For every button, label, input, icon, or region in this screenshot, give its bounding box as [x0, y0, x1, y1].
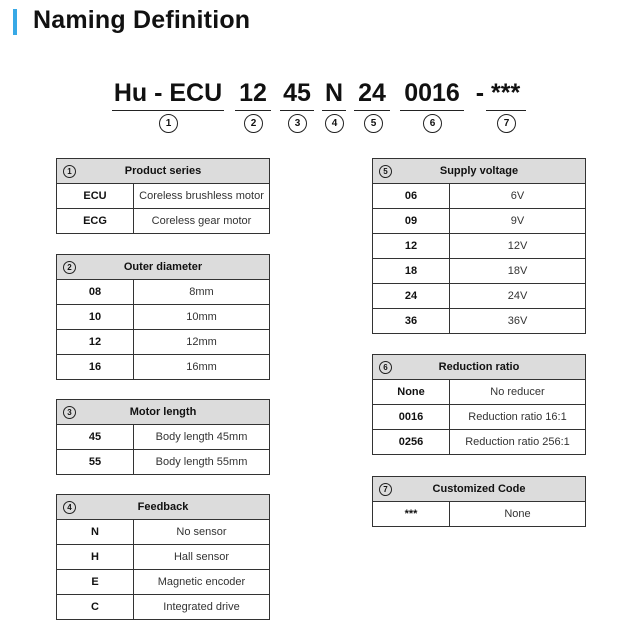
reduction-ratio-table: [372, 354, 586, 455]
description-cell: 12V: [450, 234, 586, 259]
table-row: [373, 380, 586, 405]
index-badge: 6: [379, 361, 392, 374]
code-cell: ***: [373, 502, 450, 527]
description-cell: 36V: [450, 309, 586, 334]
code-cell: 10: [57, 305, 134, 330]
product-series-table: [56, 158, 270, 234]
table-row: [57, 355, 270, 380]
description-cell: 8mm: [134, 280, 270, 305]
code-index-7: 7: [497, 114, 516, 133]
code-index-4: 4: [325, 114, 344, 133]
code-cell: H: [57, 545, 134, 570]
code-cell: N: [57, 520, 134, 545]
description-cell: 16mm: [134, 355, 270, 380]
description-cell: No reducer: [450, 380, 586, 405]
description-cell: Body length 45mm: [134, 425, 270, 450]
description-cell: 12mm: [134, 330, 270, 355]
code-underline: [112, 110, 224, 111]
table-header: Reduction ratio: [438, 361, 520, 373]
table-row: [57, 305, 270, 330]
code-cell: 12: [57, 330, 134, 355]
code-cell: 18: [373, 259, 450, 284]
table-row: [373, 234, 586, 259]
table-row: [373, 284, 586, 309]
code-cell: 06: [373, 184, 450, 209]
description-cell: 10mm: [134, 305, 270, 330]
code-part-custom: - ***: [475, 79, 521, 107]
code-part-feedback: N: [324, 79, 344, 107]
description-cell: 6V: [450, 184, 586, 209]
index-badge: 4: [63, 501, 76, 514]
code-cell: None: [373, 380, 450, 405]
table-row: [373, 184, 586, 209]
description-cell: Coreless brushless motor: [134, 184, 270, 209]
description-cell: None: [450, 502, 586, 527]
table-row: [373, 209, 586, 234]
code-underline: [354, 110, 390, 111]
code-index-1: 1: [159, 114, 178, 133]
customized-code-table: [372, 476, 586, 527]
description-cell: 18V: [450, 259, 586, 284]
table-header: Customized Code: [432, 483, 526, 495]
code-part-series: Hu - ECU: [113, 79, 223, 107]
code-underline: [235, 110, 271, 111]
title-accent-bar: [13, 9, 17, 35]
code-index-5: 5: [364, 114, 383, 133]
table-row: [57, 330, 270, 355]
code-cell: 55: [57, 450, 134, 475]
code-underline: [486, 110, 526, 111]
code-cell: E: [57, 570, 134, 595]
table-header: Motor length: [129, 406, 197, 418]
table-row: [57, 425, 270, 450]
index-badge: 2: [63, 261, 76, 274]
code-part-ratio: 0016: [404, 79, 460, 107]
description-cell: No sensor: [134, 520, 270, 545]
code-cell: 08: [57, 280, 134, 305]
description-cell: 9V: [450, 209, 586, 234]
description-cell: Reduction ratio 256:1: [450, 430, 586, 455]
code-index-2: 2: [244, 114, 263, 133]
table-row: [373, 309, 586, 334]
description-cell: Magnetic encoder: [134, 570, 270, 595]
table-row: [57, 209, 270, 234]
code-underline: [322, 110, 346, 111]
code-underline: [400, 110, 464, 111]
description-cell: Hall sensor: [134, 545, 270, 570]
code-part-voltage: 24: [358, 79, 386, 107]
table-row: [57, 595, 270, 620]
table-row: [373, 405, 586, 430]
motor-length-table: [56, 399, 270, 475]
code-cell: 0016: [373, 405, 450, 430]
page-title: Naming Definition: [33, 6, 251, 34]
supply-voltage-table: [372, 158, 586, 334]
code-cell: 36: [373, 309, 450, 334]
table-row: [57, 545, 270, 570]
table-row: [57, 184, 270, 209]
code-part-diameter: 12: [239, 79, 267, 107]
index-badge: 5: [379, 165, 392, 178]
table-header: Outer diameter: [123, 261, 203, 273]
code-cell: 24: [373, 284, 450, 309]
code-cell: 16: [57, 355, 134, 380]
code-cell: 0256: [373, 430, 450, 455]
table-header: Supply voltage: [439, 165, 519, 177]
table-row: [57, 570, 270, 595]
table-row: [57, 450, 270, 475]
table-header: Feedback: [137, 501, 189, 513]
table-header: Product series: [124, 165, 202, 177]
code-cell: C: [57, 595, 134, 620]
code-part-length: 45: [283, 79, 311, 107]
description-cell: 24V: [450, 284, 586, 309]
table-row: [57, 520, 270, 545]
code-cell: 12: [373, 234, 450, 259]
table-row: [373, 430, 586, 455]
code-cell: ECU: [57, 184, 134, 209]
code-index-3: 3: [288, 114, 307, 133]
code-index-6: 6: [423, 114, 442, 133]
description-cell: Reduction ratio 16:1: [450, 405, 586, 430]
index-badge: 7: [379, 483, 392, 496]
description-cell: Body length 55mm: [134, 450, 270, 475]
code-cell: ECG: [57, 209, 134, 234]
outer-diameter-table: [56, 254, 270, 380]
code-cell: 45: [57, 425, 134, 450]
table-row: [373, 259, 586, 284]
index-badge: 3: [63, 406, 76, 419]
index-badge: 1: [63, 165, 76, 178]
code-cell: 09: [373, 209, 450, 234]
code-underline: [280, 110, 314, 111]
description-cell: Coreless gear motor: [134, 209, 270, 234]
description-cell: Integrated drive: [134, 595, 270, 620]
table-row: [57, 280, 270, 305]
feedback-table: [56, 494, 270, 620]
table-row: [373, 502, 586, 527]
